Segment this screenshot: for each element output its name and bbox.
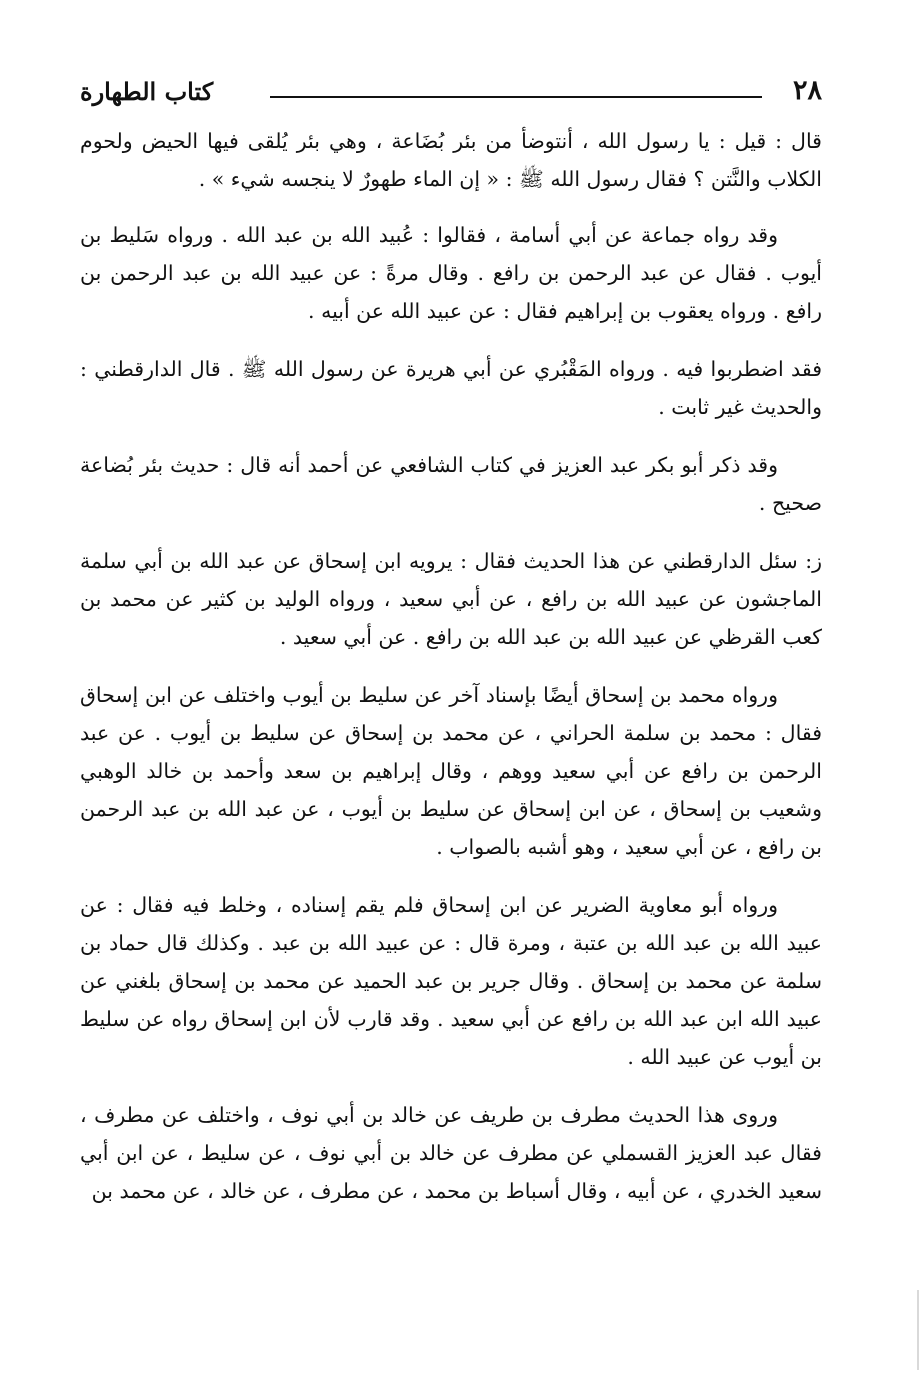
paragraph-3: فقد اضطربوا فيه . ورواه المَقْبُري عن أبي هريرة عن رسول الله ﷺ . قال الدارقطني : والحديث غير ثابت .: [80, 357, 822, 419]
running-title: كتاب الطهارة: [80, 77, 214, 106]
paragraph-6: ورواه محمد بن إسحاق أيضًا بإسناد آخر عن سليط بن أيوب واختلف عن ابن إسحاق فقال : محمد بن سلمة الحراني ، عن محمد بن إسحاق عن سليط بن أيوب . عن عبد الرحمن بن رافع عن أبي سعيد ووهم ، وقال إبراهيم بن سعد وأحمد بن خالد الوهبي وشعيب بن إسحاق ، عن ابن إسحاق عن سليط بن أيوب ، عن عبد الله بن عبد الرحمن بن رافع ، عن أبي سعيد ، وهو أشبه بالصواب .: [80, 683, 822, 859]
page-header: [80, 72, 822, 112]
header-rule: [270, 96, 762, 98]
page-body: [80, 122, 822, 1230]
paragraph-5: ز: سئل الدارقطني عن هذا الحديث فقال : يرويه ابن إسحاق عن عبد الله بن أبي سلمة الماجشون عن عبيد الله بن رافع ، عن أبي سعيد ، ورواه الوليد بن كثير عن محمد بن كعب القرظي عن عبيد الله بن عبد الله بن رافع . عن أبي سعيد .: [80, 549, 822, 649]
paragraph-4: وقد ذكر أبو بكر عبد العزيز في كتاب الشافعي عن أحمد أنه قال : حديث بئر بُضاعة صحيح .: [80, 453, 822, 515]
page-number: ٢٨: [792, 75, 822, 106]
paragraph-1: قال : قيل : يا رسول الله ، أنتوضأ من بئر بُضَاعة ، وهي بئر يُلقى فيها الحيض ولحوم الكلاب والنَّتن ؟ فقال رسول الله ﷺ : « إن الماء طهورٌ لا ينجسه شيء » .: [80, 129, 822, 191]
paragraph-8: وروى هذا الحديث مطرف بن طريف عن خالد بن أبي نوف ، واختلف عن مطرف ، فقال عبد العزيز القسملي عن مطرف عن خالد بن أبي نوف ، عن سليط ، عن ابن أبي سعيد الخدري ، عن أبيه ، وقال أسباط بن محمد ، عن مطرف ، عن خالد ، عن محمد بن: [80, 1103, 822, 1203]
paragraph-7: ورواه أبو معاوية الضرير عن ابن إسحاق فلم يقم إسناده ، وخلط فيه فقال : عن عبيد الله بن عبد الله بن عتبة ، ومرة قال : عن عبيد الله بن عبد . وكذلك قال حماد بن سلمة عن محمد بن إسحاق . وقال جرير بن عبد الحميد عن محمد بن إسحاق بلغني عن عبيد الله ابن عبد الله بن رافع عن أبي سعيد . وقد قارب لأن ابن إسحاق رواه عن سليط بن أيوب عن عبيد الله .: [80, 893, 822, 1069]
paragraph-2: وقد رواه جماعة عن أبي أسامة ، فقالوا : عُبيد الله بن عبد الله . ورواه سَليط بن أيوب . فقال عن عبد الرحمن بن رافع . وقال مرةً : عن عبيد الله بن عبد الرحمن بن رافع . ورواه يعقوب بن إبراهيم فقال : عن عبيد الله عن أبيه .: [80, 223, 822, 323]
scan-edge-mark: [917, 1290, 919, 1370]
